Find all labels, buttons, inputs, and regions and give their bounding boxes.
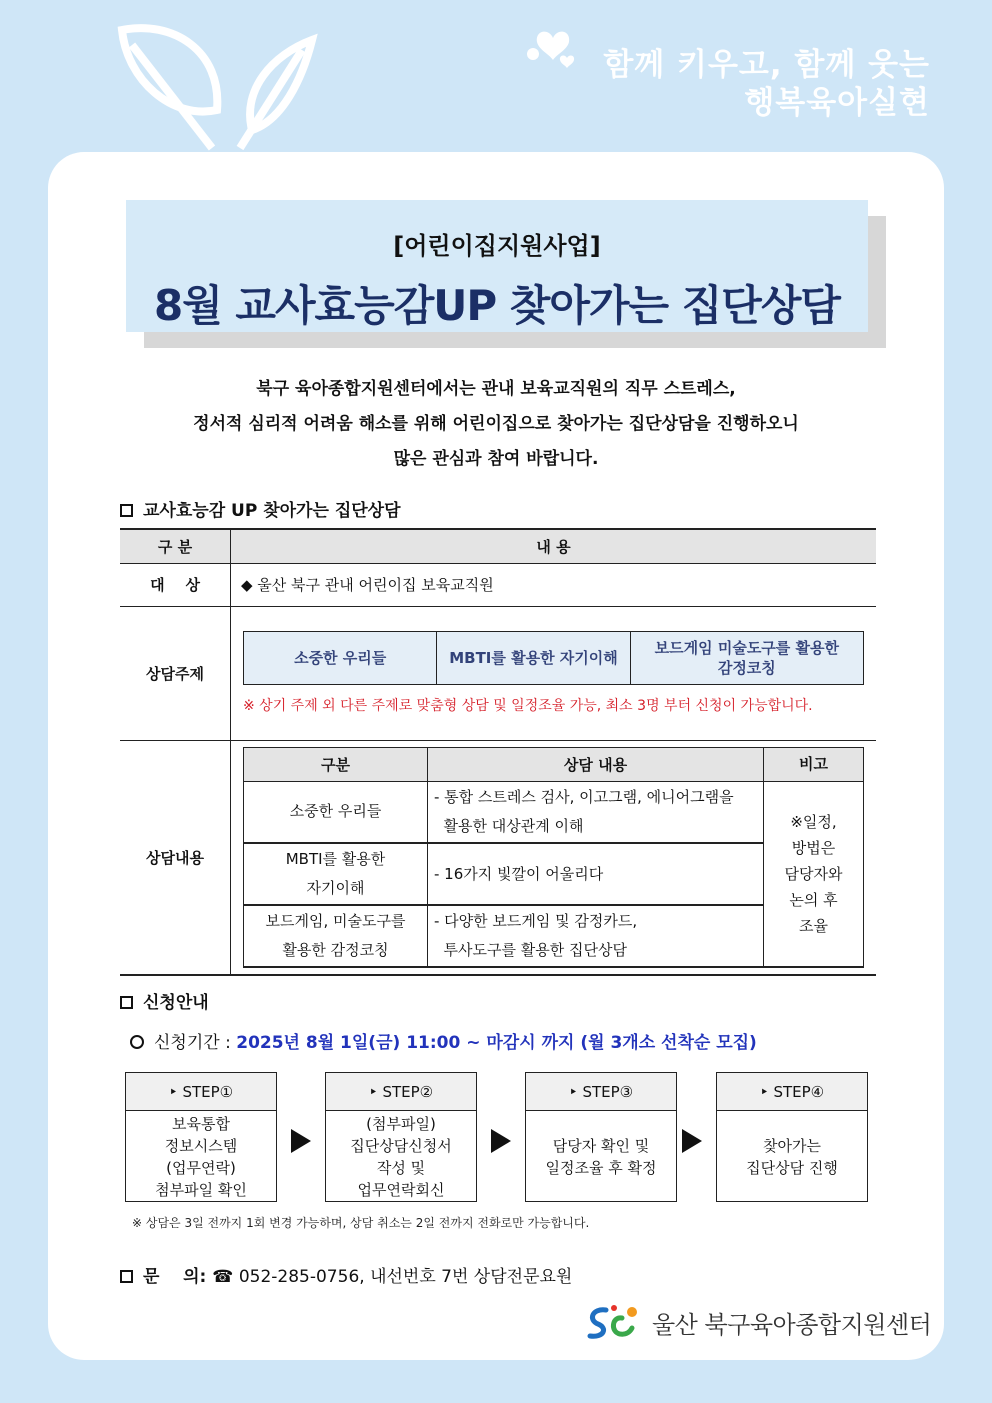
step-line: 업무연락회신 [357,1180,445,1199]
topic-item: MBTI를 활용한 자기이해 [437,632,630,684]
step-body [526,1111,676,1202]
slogan-line-1: 함께 키우고, 함께 웃는 [603,47,930,83]
arrow-right-icon [682,1129,702,1153]
hearts-icon [523,24,583,74]
topic-item-text: 보드게임 미술도구를 활용한 감정코칭 [654,639,839,677]
step-line: 정보시스템 [164,1136,238,1155]
content-header-category: 구분 [244,747,428,781]
step-note: ※ 상담은 3일 전까지 1회 변경 가능하며, 상담 취소는 2일 전까지 전화로만 가능합니다. [132,1216,590,1230]
step-1 [125,1072,277,1202]
contact-label: 문 의: [143,1267,207,1287]
step-line: 작성 및 [376,1158,426,1177]
section-heading-program [120,496,401,521]
step-line: 집단상담 진행 [746,1158,838,1177]
step-body [326,1111,476,1202]
row-category [244,905,428,967]
step-body [126,1111,276,1202]
slogan [603,46,930,122]
application-period [130,1028,757,1053]
row-detail-line: - 통합 스트레스 검사, 이고그램, 에니어그램을 [434,787,734,806]
content-label: 상담내용 [120,740,231,975]
step-line: 찾아가는 [763,1136,821,1155]
step-line: 첨부파일 확인 [155,1180,247,1199]
note-line: 조율 [799,916,828,935]
organization-logo-icon [584,1302,644,1342]
target-label: 대 상 [120,563,231,606]
row-detail: - 16가지 빛깔이 어울리다 [428,843,764,905]
checkbox-square-icon [120,504,133,517]
topics-cell [231,606,877,740]
circle-bullet-icon [130,1035,144,1049]
row-detail-line: 투사도구를 활용한 집단상담 [434,941,627,959]
note-line: ※일정, [790,812,837,831]
contact-value: ☎ 052-285-0756, 내선번호 7번 상담전문요원 [212,1267,573,1287]
content-header-detail: 상담 내용 [428,747,764,781]
target-value: ◆ 울산 북구 관내 어린이집 보육교직원 [231,563,877,606]
topic-item [631,632,863,684]
table-row [244,781,864,843]
step-2 [325,1072,477,1202]
intro-text [48,372,944,477]
arrow-right-icon [291,1129,311,1153]
topic-item: 소중한 우리들 [244,632,437,684]
step-label: ‣ STEP③ [526,1073,676,1111]
organization-name: 울산 북구육아종합지원센터 [652,1310,932,1339]
row-detail-line: - 다양한 보드게임 및 감정카드, [434,912,638,930]
step-line: (첨부파일) [366,1114,436,1133]
content-table [243,747,864,969]
intro-line-3: 많은 관심과 참여 바랍니다. [393,449,599,469]
row-category-line: 자기이해 [306,879,365,897]
note-line: 논의 후 [789,890,838,909]
step-label: ‣ STEP② [326,1073,476,1111]
slogan-line-2: 행복육아실현 [744,85,930,121]
program-table [120,528,876,976]
page-title: 8월 교사효능감UP 찾아가는 집단상담 [154,281,840,330]
row-detail-line: 활용한 대상관계 이해 [434,816,584,835]
checkbox-square-icon [120,1270,133,1283]
row-category-line: 활용한 감정코칭 [282,941,389,959]
leaf-decoration-icon [112,20,322,155]
step-line: 담당자 확인 및 [552,1136,650,1155]
row-note [764,781,864,967]
period-label: 신청기간 : [154,1033,231,1053]
note-line: 담당자와 [784,864,843,883]
topics-grid [243,631,864,685]
section-heading-text: 신청안내 [143,993,209,1013]
page-subtitle: [어린이집지원사업] [393,232,601,260]
topics-note: ※ 상기 주제 외 다른 주제로 맞춤형 상담 및 일정조율 가능, 최소 3명 부터 신청이 가능합니다. [243,698,813,714]
content-header-note: 비고 [764,747,864,781]
step-label: ‣ STEP④ [717,1073,867,1111]
contact-info [120,1262,572,1287]
content-cell [231,740,877,975]
arrow-right-icon [491,1129,511,1153]
step-line: 일정조율 후 확정 [545,1158,657,1177]
row-detail [428,905,764,967]
organization-logo [584,1302,931,1342]
row-category-line: MBTI를 활용한 [285,850,386,868]
row-detail [428,781,764,843]
step-line: 집단상담신청서 [350,1136,452,1155]
step-4 [716,1072,868,1202]
section-heading-text: 교사효능감 UP 찾아가는 집단상담 [143,501,401,521]
topics-label: 상담주제 [120,606,231,740]
row-category: 소중한 우리들 [244,781,428,843]
note-line: 방법은 [791,838,836,857]
step-3 [525,1072,677,1202]
step-body [717,1111,867,1202]
row-category [244,843,428,905]
step-line: 보육통합 [172,1114,230,1133]
period-value: 2025년 8월 1일(금) 11:00 ~ 마감시 까지 (월 3개소 선착순 모집) [236,1033,757,1053]
section-heading-apply [120,988,209,1013]
header-category: 구 분 [120,529,231,563]
title-box [126,200,868,332]
intro-line-2: 정서적 심리적 어려움 해소를 위해 어린이집으로 찾아가는 집단상담을 진행하오니 [193,414,799,434]
checkbox-square-icon [120,996,133,1009]
content-card [48,152,944,1360]
intro-line-1: 북구 육아종합지원센터에서는 관내 보육교직원의 직무 스트레스, [256,379,736,399]
header-content: 내 용 [231,529,877,563]
step-line: (업무연락) [166,1158,236,1177]
row-category-line: 보드게임, 미술도구를 [265,912,406,930]
step-label: ‣ STEP① [126,1073,276,1111]
